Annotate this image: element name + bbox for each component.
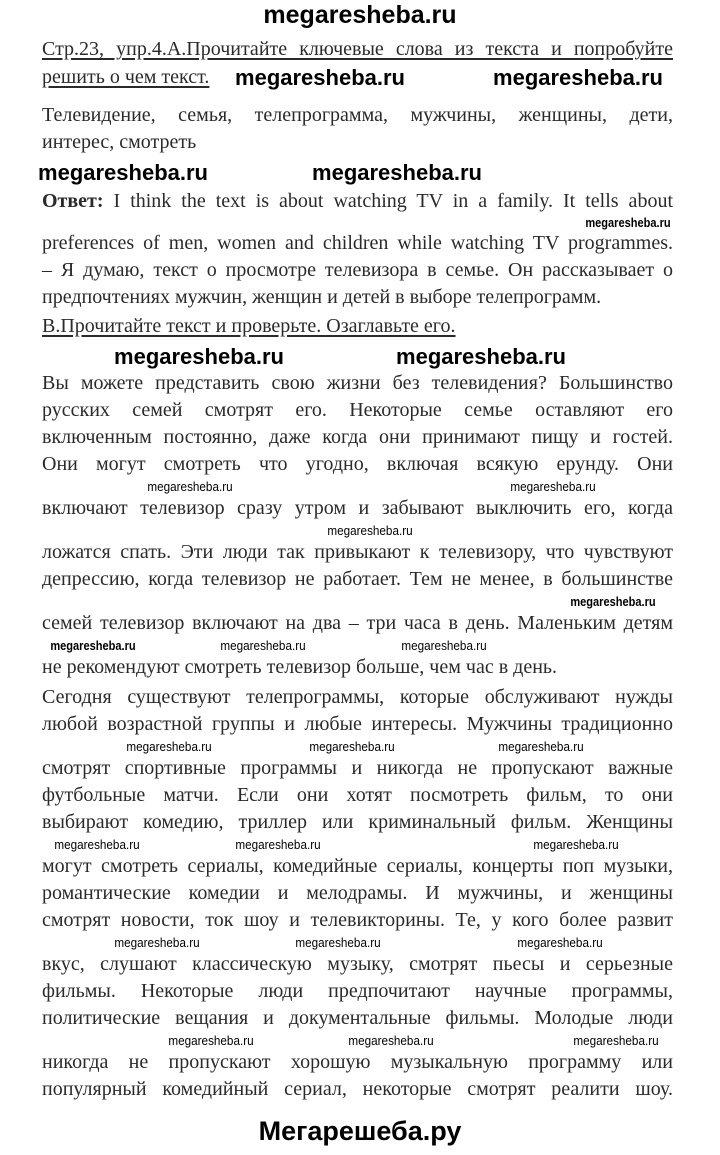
text-line: Они могут смотреть что угодно, включая всякую ерунду. Они — [42, 453, 673, 475]
text-line: Сегодня существуют телепрограммы, которые обслуживают нужды — [42, 686, 673, 708]
task-a-heading-text: решить о чем текст. — [42, 66, 210, 88]
text-line: включенным постоянно, даже когда они принимают пищу и гостей. — [42, 426, 673, 448]
watermark: megaresheba.ru — [235, 837, 321, 852]
watermark: megaresheba.ru — [54, 837, 140, 852]
text-line: ложатся спать. Эти люди так привыкают к телевизору, что чувствуют — [42, 541, 673, 563]
text-line: включают телевизор сразу утром и забывают выключить его, когда — [42, 497, 673, 519]
watermark: megaresheba.ru — [309, 739, 395, 754]
text-line: семей телевизор включают на два – три часа в день. Маленьким детям — [42, 612, 673, 634]
watermark: megaresheba.ru — [401, 638, 487, 653]
text-line: никогда не пропускают хорошую музыкальную программу или — [42, 1051, 673, 1073]
watermark: megaresheba.ru — [38, 160, 208, 185]
watermark: megaresheba.ru — [570, 594, 656, 609]
keywords-line: интерес, смотреть — [42, 131, 197, 153]
watermark: megaresheba.ru — [327, 523, 413, 538]
site-header-watermark: megaresheba.ru — [263, 1, 457, 29]
watermark: megaresheba.ru — [348, 1033, 434, 1048]
text-line: футбольные матчи. Если они хотят посмотреть фильм, то они — [42, 784, 673, 806]
text-line: не рекомендуют смотреть телевизор больше, чем час в день. — [42, 656, 558, 678]
watermark: megaresheba.ru — [510, 479, 596, 494]
watermark: megaresheba.ru — [235, 65, 405, 90]
watermark: megaresheba.ru — [396, 344, 566, 369]
watermark: megaresheba.ru — [168, 1033, 254, 1048]
text-line: романтические комедии и мелодрамы. И мужчины, и женщины — [42, 882, 673, 904]
task-a-heading-continued — [42, 66, 209, 89]
watermark: megaresheba.ru — [585, 215, 671, 230]
watermark: megaresheba.ru — [114, 344, 284, 369]
task-a-heading: Стр.23, упр.4.А.Прочитайте ключевые слова из текста и попробуйте — [42, 38, 673, 60]
text-line: смотрят новости, ток шоу и телевикторины. Те, у кого более развит — [42, 909, 673, 931]
watermark: megaresheba.ru — [533, 837, 619, 852]
text-line: депрессию, когда телевизор не работает. Тем не менее, в большинстве — [42, 568, 673, 590]
text-line: выбирают комедию, триллер или криминальный фильм. Женщины — [42, 811, 673, 833]
answer-line — [42, 190, 673, 213]
watermark: megaresheba.ru — [114, 935, 200, 950]
watermark: megaresheba.ru — [126, 739, 212, 754]
task-b-text: В.Прочитайте текст и проверьте. Озаглавьте его. — [42, 315, 456, 337]
text-line: популярный комедийный сериал, некоторые смотрят реалити шоу. — [42, 1078, 673, 1100]
keywords-line: Телевидение, семья, телепрограмма, мужчины, женщины, дети, — [42, 104, 673, 126]
site-footer-watermark: Мегарешеба.ру — [258, 1116, 462, 1146]
text-line: фильмы. Некоторые люди предпочитают научные программы, — [42, 980, 673, 1002]
watermark: megaresheba.ru — [50, 638, 136, 653]
answer-line: предпочтениях мужчин, женщин и детей в выборе телепрограмм. — [42, 286, 602, 308]
text-line: могут смотреть сериалы, комедийные сериалы, концерты поп музыки, — [42, 855, 673, 877]
text-line: вкус, слушают классическую музыку, смотрят пьесы и серьезные — [42, 953, 673, 975]
watermark: megaresheba.ru — [147, 479, 233, 494]
text-line: политические вещания и документальные фильмы. Молодые люди — [42, 1007, 673, 1029]
watermark: megaresheba.ru — [498, 739, 584, 754]
watermark: megaresheba.ru — [573, 1033, 659, 1048]
watermark: megaresheba.ru — [312, 160, 482, 185]
watermark: megaresheba.ru — [517, 935, 603, 950]
text-line: Вы можете представить свою жизни без телевидения? Большинство — [42, 372, 673, 394]
answer-line: preferences of men, women and children while watching TV programmes. — [42, 232, 673, 254]
text-line: смотрят спортивные программы и никогда не пропускают важные — [42, 757, 673, 779]
answer-text: I think the text is about watching TV in a family. It tells about — [103, 190, 673, 212]
text-line: любой возрастной группы и любые интересы. Мужчины традиционно — [42, 713, 673, 735]
watermark: megaresheba.ru — [295, 935, 381, 950]
answer-label: Ответ: — [42, 190, 104, 212]
task-b-heading — [42, 315, 456, 338]
answer-line: – Я думаю, текст о просмотре телевизора в семье. Он рассказывает о — [42, 259, 673, 281]
watermark: megaresheba.ru — [220, 638, 306, 653]
text-line: русских семей смотрят его. Некоторые семье оставляют его — [42, 399, 673, 421]
watermark: megaresheba.ru — [493, 65, 663, 90]
